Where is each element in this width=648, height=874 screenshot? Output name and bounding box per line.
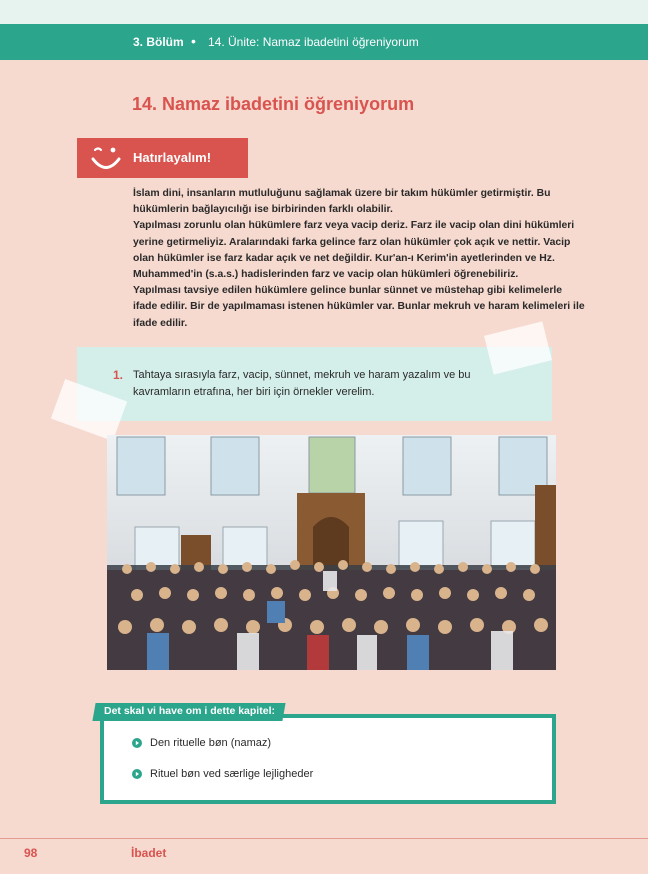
activity-text: Tahtaya sırasıyla farz, vacip, sünnet, mekruh ve haram yazalım ve bu kavramların etrafına, her biri için örnekler verelim. xyxy=(133,369,471,398)
recall-label: Hatırlayalım! xyxy=(133,150,212,165)
goal-text: Den rituelle bøn (namaz) xyxy=(150,737,272,749)
body-paragraph: Yapılması zorunlu olan hükümlere farz veya vacip deriz. Farz ile vacip olan dini hükümleri yerine getirmeliyiz. Aralarındaki farka gelince farz olan hükümler çok açık ve nettir. Vacip olan hükümler ise farz kadar açık ve net değildir. Kur'an-ı Kerim'in ayetlerinden ve Hz. Muhammed'in (s.a.s.) hadislerinden farz ve vacip olan hükümleri öğrenebiliriz. xyxy=(133,220,575,281)
section-label: 3. Bölüm xyxy=(133,35,184,49)
body-text xyxy=(133,186,588,332)
page-title: 14. Namaz ibadetini öğreniyorum xyxy=(132,94,415,114)
footer-label: İbadet xyxy=(131,846,167,860)
recall-banner xyxy=(77,138,248,178)
page-number: 98 xyxy=(24,846,38,860)
play-bullet-icon xyxy=(132,769,142,779)
top-decorative-pattern xyxy=(0,0,648,24)
chapter-header-bar xyxy=(0,24,648,60)
activity-number: 1. xyxy=(113,368,124,382)
mosque-congregation-prayer-photo xyxy=(107,435,556,670)
winking-smiley-icon xyxy=(89,142,123,174)
goals-heading: Det skal vi have om i dette kapitel: xyxy=(104,705,275,717)
header-separator: • xyxy=(191,33,196,49)
activity-box xyxy=(77,347,552,421)
body-paragraph: İslam dini, insanların mutluluğunu sağlamak üzere bir takım hükümler getirmiştir. Bu hükümlerin bağlayıcılığı ise birbirinden farklı olabilir. xyxy=(133,188,551,216)
footer-divider xyxy=(0,838,648,839)
unit-label: 14. Ünite: Namaz ibadetini öğreniyorum xyxy=(208,35,419,49)
chapter-goals-box xyxy=(100,714,556,804)
play-bullet-icon xyxy=(132,738,142,748)
goal-text: Rituel bøn ved særlige lejligheder xyxy=(150,768,314,780)
body-paragraph: Yapılması tavsiye edilen hükümlere gelince bunlar sünnet ve müstehap gibi kelimelerle ifade edilir. Bir de yapılmaması istenen hükümler var. Bunlar mekruh ve haram kelimeleri ile ifade edilir. xyxy=(133,285,585,329)
mosque-photo-illustration xyxy=(107,435,556,670)
